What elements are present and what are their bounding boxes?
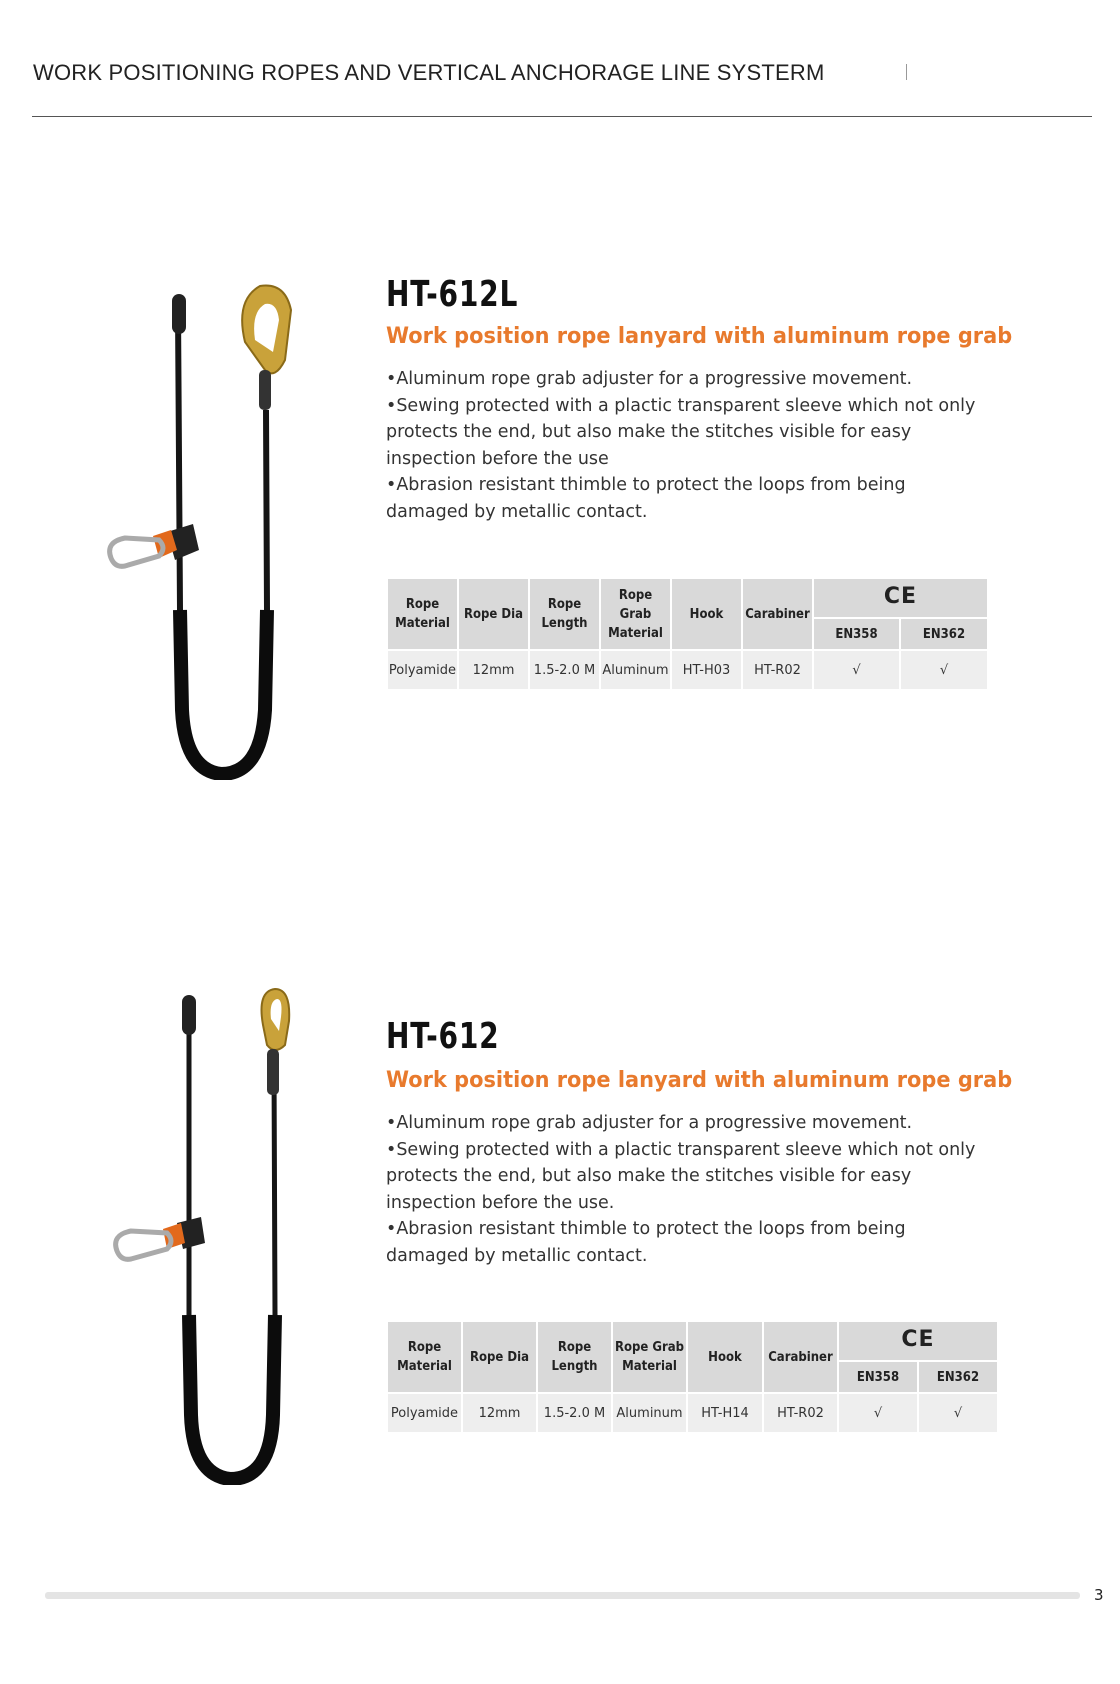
header-rope-dia: Rope Dia: [458, 578, 529, 650]
cell-rope-material: Polyamide: [387, 1393, 462, 1433]
product-subtitle: Work position rope lanyard with aluminum rope grab: [386, 324, 1013, 349]
feature-item: •Sewing protected with a plactic transparent sleeve which not only protects the end, but also make the stitches visible for easy inspection before the use: [386, 395, 976, 469]
footer-bar: [45, 1592, 1080, 1599]
page-title: WORK POSITIONING ROPES AND VERTICAL ANCHORAGE LINE SYSTERM: [33, 60, 825, 85]
cell-en358: √: [838, 1393, 918, 1433]
feature-item: •Abrasion resistant thimble to protect the loops from being damaged by metallic contact.: [386, 1219, 906, 1266]
header-mark: [906, 64, 907, 80]
rope-grab-icon: [110, 524, 199, 566]
feature-item: •Abrasion resistant thimble to protect the loops from being damaged by metallic contact.: [386, 475, 906, 522]
spec-table: [386, 1320, 999, 1434]
cell-rope-dia: 12mm: [462, 1393, 537, 1433]
cell-carabiner: HT-R02: [763, 1393, 838, 1433]
feature-list: [386, 366, 986, 526]
table-row: [387, 650, 988, 690]
cell-en358: √: [813, 650, 900, 690]
cell-rope-grab-material: Aluminum: [600, 650, 671, 690]
header-rope-grab-material: Rope Grab Material: [600, 578, 671, 650]
product-model: HT-612: [386, 1016, 500, 1057]
header-en362: EN362: [900, 618, 988, 650]
header-rope-grab-material: Rope Grab Material: [612, 1321, 687, 1393]
header-carabiner: Carabiner: [763, 1321, 838, 1393]
cell-en362: √: [918, 1393, 998, 1433]
header-en362: EN362: [918, 1361, 998, 1393]
ce-mark-icon: CE: [901, 1327, 935, 1352]
cell-rope-length: 1.5-2.0 M: [537, 1393, 612, 1433]
header-divider: [32, 116, 1092, 117]
hook-icon: [242, 286, 291, 411]
feature-item: •Sewing protected with a plactic transparent sleeve which not only protects the end, but also make the stitches visible for easy inspection before the use.: [386, 1139, 976, 1213]
header-en358: EN358: [813, 618, 900, 650]
ce-mark-icon: CE: [883, 584, 918, 609]
spec-table: [386, 577, 989, 691]
cell-hook: HT-H03: [671, 650, 742, 690]
rope-grab-icon: [116, 1217, 205, 1259]
header-rope-material: Rope Material: [387, 578, 458, 650]
lanyard-image-ht-612: [95, 985, 325, 1485]
cell-rope-material: Polyamide: [387, 650, 458, 690]
header-hook: Hook: [687, 1321, 763, 1393]
product-subtitle: Work position rope lanyard with aluminum rope grab: [386, 1068, 1013, 1093]
lanyard-image-ht-612l: [95, 280, 325, 780]
cell-en362: √: [900, 650, 988, 690]
cell-rope-dia: 12mm: [458, 650, 529, 690]
header-rope-length: Rope Length: [537, 1321, 612, 1393]
page-number: 3: [1094, 1586, 1104, 1604]
hook-icon: [262, 989, 290, 1095]
header-en358: EN358: [838, 1361, 918, 1393]
header-rope-length: Rope Length: [529, 578, 600, 650]
header-rope-material: Rope Material: [387, 1321, 462, 1393]
cell-rope-length: 1.5-2.0 M: [529, 650, 600, 690]
cell-carabiner: HT-R02: [742, 650, 813, 690]
cell-hook: HT-H14: [687, 1393, 763, 1433]
feature-item: •Aluminum rope grab adjuster for a progressive movement.: [386, 1113, 913, 1133]
header-carabiner: Carabiner: [742, 578, 813, 650]
table-row: [387, 1393, 998, 1433]
cell-rope-grab-material: Aluminum: [612, 1393, 687, 1433]
feature-list: [386, 1110, 986, 1270]
product-model: HT-612L: [386, 274, 519, 315]
header-rope-dia: Rope Dia: [462, 1321, 537, 1393]
feature-item: •Aluminum rope grab adjuster for a progressive movement.: [386, 369, 913, 389]
header-hook: Hook: [671, 578, 742, 650]
